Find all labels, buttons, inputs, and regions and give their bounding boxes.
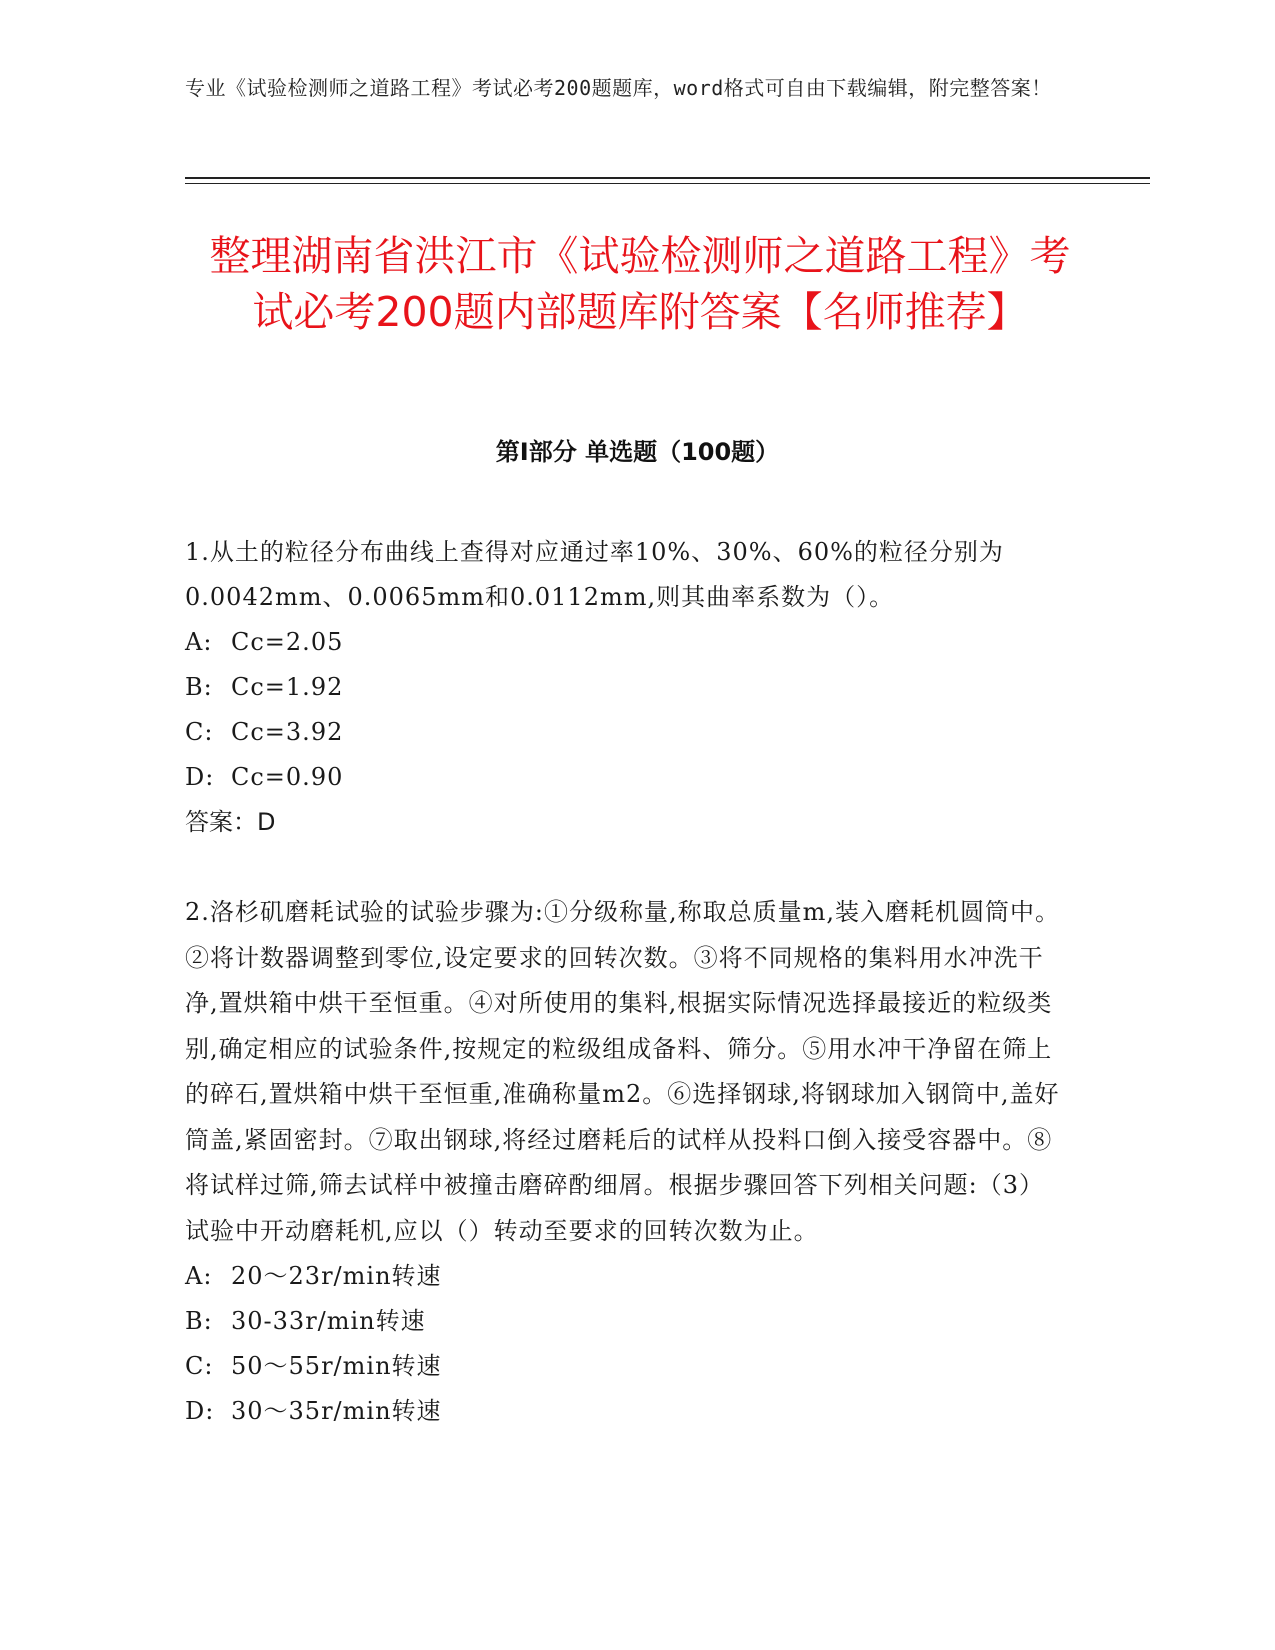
header-divider-thin bbox=[185, 183, 1150, 184]
header-note: 专业《试验检测师之道路工程》考试必考200题题库，word格式可自由下载编辑，附完整答案！ bbox=[185, 76, 1052, 100]
option-b bbox=[185, 665, 1065, 710]
option-text: 30～35r/min转速 bbox=[231, 1397, 442, 1425]
option-letter: B: bbox=[185, 673, 213, 701]
question-stem: 1.从土的粒径分布曲线上查得对应通过率10%、30%、60%的粒径分别为0.0042mm、0.0065mm和0.0112mm,则其曲率系数为（）。 bbox=[185, 538, 1004, 611]
option-letter: A: bbox=[185, 1262, 213, 1290]
question-stem: 2.洛杉矶磨耗试验的试验步骤为:①分级称量,称取总质量m,装入磨耗机圆筒中。②将计数器调整到零位,设定要求的回转次数。③将不同规格的集料用水冲洗干净,置烘箱中烘干至恒重。④对所使用的集料,根据实际情况选择最接近的粒级类别,确定相应的试验条件,按规定的粒级组成备料、筛分。⑤用水冲干净留在筛上的碎石,置烘箱中烘干至恒重,准确称量m2。⑥选择钢球,将钢球加入钢筒中,盖好筒盖,紧固密封。⑦取出钢球,将经过磨耗后的试样从投料口倒入接受容器中。⑧将试样过筛,筛去试样中被撞击磨碎酌细屑。根据步骤回答下列相关问题:（3）试验中开动磨耗机,应以（）转动至要求的回转次数为止。 bbox=[185, 898, 1060, 1245]
option-text: Cc=0.90 bbox=[231, 763, 344, 791]
option-a bbox=[185, 1254, 1065, 1299]
question-2 bbox=[185, 890, 1065, 1434]
option-letter: C: bbox=[185, 718, 214, 746]
option-d bbox=[185, 755, 1065, 800]
answer-line: 答案：D bbox=[185, 808, 276, 836]
option-d bbox=[185, 1389, 1065, 1434]
section-heading: 第I部分 单选题（100题） bbox=[495, 438, 780, 466]
option-text: Cc=2.05 bbox=[231, 628, 344, 656]
option-c bbox=[185, 1344, 1065, 1389]
option-c bbox=[185, 710, 1065, 755]
option-text: 20～23r/min转速 bbox=[231, 1262, 442, 1290]
option-a bbox=[185, 620, 1065, 665]
option-text: 30-33r/min转速 bbox=[231, 1307, 426, 1335]
option-letter: B: bbox=[185, 1307, 213, 1335]
option-letter: D: bbox=[185, 1397, 215, 1425]
option-letter: C: bbox=[185, 1352, 214, 1380]
option-text: Cc=1.92 bbox=[231, 673, 344, 701]
option-b bbox=[185, 1299, 1065, 1344]
question-1 bbox=[185, 530, 1065, 845]
header-divider-thick bbox=[185, 177, 1150, 179]
option-letter: D: bbox=[185, 763, 215, 791]
document-title: 整理湖南省洪江市《试验检测师之道路工程》考试必考200题内部题库附答案【名师推荐】 bbox=[209, 232, 1071, 336]
option-text: Cc=3.92 bbox=[231, 718, 344, 746]
option-text: 50～55r/min转速 bbox=[231, 1352, 442, 1380]
option-letter: A: bbox=[185, 628, 213, 656]
